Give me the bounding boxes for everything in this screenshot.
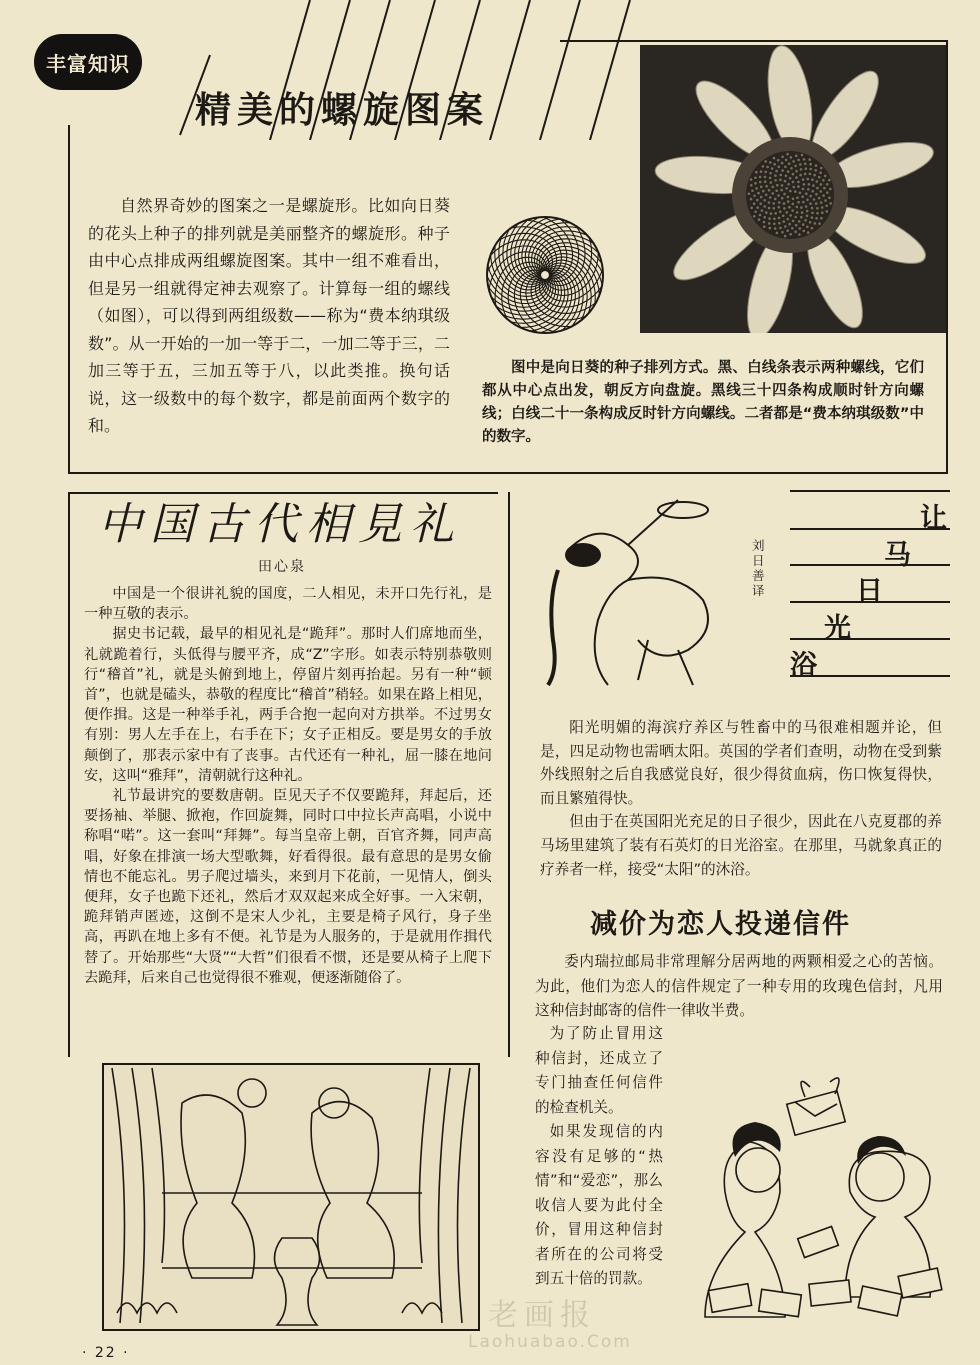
sunflower-seed <box>750 178 753 181</box>
sunflower-seed <box>784 180 787 183</box>
sunflower-seed <box>807 231 810 234</box>
sunflower-seed <box>760 196 763 199</box>
sunflower-seed <box>768 222 771 225</box>
sunflower-seed <box>774 212 777 215</box>
sunflower-seed <box>781 162 784 165</box>
sunflower-seed <box>803 183 806 186</box>
sunflower-seed <box>781 197 784 200</box>
etiquette-body <box>84 584 492 988</box>
sunflower-seed <box>815 193 818 196</box>
etiquette-title: 中国古代相見礼 <box>98 499 462 550</box>
sunflower-seed <box>759 176 762 179</box>
sunflower-seed <box>761 209 764 212</box>
sunflower-seed <box>820 167 823 170</box>
sunbath-body <box>540 716 942 881</box>
top-frame-bottom <box>68 472 948 474</box>
sunflower-seed <box>755 187 758 190</box>
sunflower-seed <box>802 188 805 191</box>
sunflower-seed <box>750 198 753 201</box>
sunflower-seed <box>824 175 827 178</box>
sunflower-seed <box>786 211 789 214</box>
sunflower-seed <box>800 168 803 171</box>
sunflower-seed <box>779 227 782 230</box>
sunflower-seed <box>781 169 784 172</box>
sunflower-seed <box>771 167 774 170</box>
sunflower-seed <box>760 170 763 173</box>
sunflower-seed <box>801 195 804 198</box>
top-frame-top <box>560 40 948 42</box>
sunflower-seed <box>786 153 789 156</box>
sunflower-seed <box>797 159 800 162</box>
sunflower-seed <box>799 192 802 195</box>
sunflower-seed <box>798 220 801 223</box>
sunflower-seed <box>773 223 776 226</box>
sunflower-seed <box>822 194 825 197</box>
sunflower-seed <box>769 196 772 199</box>
sunflower-seed <box>780 189 783 192</box>
spiral-diagram <box>485 215 605 335</box>
sunflower-seed <box>759 214 762 217</box>
sunflower-seed <box>811 216 814 219</box>
sunflower-seed <box>750 184 753 187</box>
sunflower-seed <box>764 180 767 183</box>
sunflower-seed <box>780 174 783 177</box>
sunflower-seed <box>774 174 777 177</box>
sunflower-seed <box>799 174 802 177</box>
sunflower-seed <box>825 205 828 208</box>
sunflower-seed <box>820 217 823 220</box>
sunflower-seed <box>803 230 806 233</box>
sunflower-seed <box>818 176 821 179</box>
sunflower-seed <box>820 201 823 204</box>
etiquette-paragraph: 据史书记载，最早的相见礼是“跪拜”。那时人们席地而坐，礼就跪着行，头低得与腰平齐，成“Z”字形。如表示特别恭敬则行“稽首”礼，就是头俯到地上，停留片刻再抬起。另有一种“顿首”，也就是磕头，恭敬的程度比“稽首”稍轻。如果在路上相见，便作揖。这是一种举手礼，两手合抱一起向对方拱举。不过男女有别：男人左手在上，右手在下；女子正相反。要是男女的手放颠倒了，那表示家中有了丧事。古代还有一种礼，屈一膝在地问安，这叫“雅拜”，清朝就行这种礼。 <box>84 626 492 784</box>
sunflower-seed <box>765 194 768 197</box>
sunflower-seed <box>782 215 785 218</box>
sunflower-seed <box>753 215 756 218</box>
sunflower-seed <box>821 211 824 214</box>
sunflower-seed <box>805 167 808 170</box>
sunflower-seed <box>791 209 794 212</box>
sunflower-seed <box>806 199 809 202</box>
sunflower-seed <box>794 190 797 193</box>
sunflower-seed <box>828 197 831 200</box>
sunflower-seed <box>813 174 816 177</box>
sunflower-seed <box>802 201 805 204</box>
sunflower-seed <box>766 166 769 169</box>
sunflower-seed <box>806 226 809 229</box>
sunflower-seed <box>769 161 772 164</box>
sunbath-paragraph: 但由于在英国阳光充足的日子很少，因此在八克夏郡的养马场里建筑了装有石英灯的日光浴室。在那里，马就象真正的疗养者一样，接受“太阳”的沐浴。 <box>540 813 942 878</box>
sunflower-seed <box>765 211 768 214</box>
sunbath-title-char: 让 <box>920 503 947 534</box>
sunflower-seed <box>795 155 798 158</box>
sunflower-seed <box>789 177 792 180</box>
sunflower-seed <box>768 201 771 204</box>
sunflower-seed <box>792 181 795 184</box>
sunflower-seed <box>791 227 794 230</box>
sunflower-seed <box>762 165 765 168</box>
sunflower-seed <box>801 211 804 214</box>
sunbath-title-char: 马 <box>884 540 911 571</box>
sunflower-seed <box>764 171 767 174</box>
sunflower-seed <box>794 216 797 219</box>
sunflower-seed <box>798 233 801 236</box>
sunbath-title-char: 日 <box>856 576 883 607</box>
sunflower-seed <box>759 181 762 184</box>
spiral-title: 精美的螺旋图案 <box>195 90 490 131</box>
sunbath-title-char: 浴 <box>790 650 817 681</box>
sunflower-seed <box>795 170 798 173</box>
sunflower-seed <box>786 229 789 232</box>
sunflower-seed <box>799 227 802 230</box>
sunflower-seed <box>785 159 788 162</box>
sunflower-seed <box>829 202 832 205</box>
sunflower-seed <box>787 196 790 199</box>
title-rule <box>790 638 950 640</box>
sunflower-seed <box>777 194 780 197</box>
bowing-couple-illustration <box>102 1063 480 1331</box>
sunflower-seed <box>758 218 761 221</box>
sunflower-seed <box>768 217 771 220</box>
sunflower-seed <box>803 158 806 161</box>
sunflower-seed <box>816 207 819 210</box>
sunflower-seed <box>800 216 803 219</box>
sunflower-seed <box>769 227 772 230</box>
sunflower-seed <box>773 157 776 160</box>
sunflower-seed <box>795 224 798 227</box>
sunflower-seed <box>804 163 807 166</box>
sunflower-seed <box>801 154 804 157</box>
sunflower-seed <box>754 177 757 180</box>
etiquette-paragraph: 礼节最讲究的要数唐朝。臣见天子不仅要跪拜，拜起后，还要扬袖、举腿、掀袍，作回旋舞，同时口中拉长声高唱，小说中称唱“喏”。这一套叫“拜舞”。每当皇帝上朝，百官齐舞，同声高唱，好象在排演一场大型歌舞，好看得很。最有意思的是男女偷情也不能忘礼。男子爬过墙头，来到月下花前，一见情人，倒头便拜，女子也跪下还礼，然后才双双起来成全好事。一入宋朝，跪拜销声匿迹，这倒不是宋人少礼，主要是椅子风行，身子坐高，再趴在地上多有不便。礼节是为人服务的，于是就用作揖代替了。开始那些“大贤”“大哲”们很看不惯，还是要从椅子上爬下去跪拜，后来自己也觉得很不雅观，便逐渐随俗了。 <box>84 788 492 986</box>
horse-illustration <box>528 490 728 690</box>
sunflower-seed <box>785 175 788 178</box>
sunflower-seed <box>804 219 807 222</box>
sunflower-seed <box>794 165 797 168</box>
sunflower-seed <box>805 192 808 195</box>
sunflower-seed <box>772 192 775 195</box>
sunflower-seed <box>792 173 795 176</box>
sunflower-seed <box>809 173 812 176</box>
sunflower-seed <box>812 184 815 187</box>
sunflower-seed <box>809 163 812 166</box>
sunflower-seed <box>760 186 763 189</box>
sunflower-seed <box>814 169 817 172</box>
letters-body <box>535 1022 663 1292</box>
sunflower-seed <box>820 183 823 186</box>
letters-paragraph: 如果发现信的内容没有足够的“热情”和“爱恋”，那么收信人要为此付全价，冒用这种信封者所在的公司将受到五十倍的罚款。 <box>535 1123 663 1287</box>
sunflower-seed <box>783 202 786 205</box>
sunflower-seed <box>757 192 760 195</box>
sunflower-seed <box>790 156 793 159</box>
sunflower-seed <box>819 171 822 174</box>
sunflower-seed <box>750 207 753 210</box>
sunflower-seed <box>807 178 810 181</box>
sunflower-seed <box>764 176 767 179</box>
sunflower-seed <box>804 173 807 176</box>
sunflower-seed <box>753 202 756 205</box>
sunflower-seed <box>802 223 805 226</box>
sunflower-seed <box>787 200 790 203</box>
sunbath-paragraph: 阳光明媚的海滨疗养区与牲畜中的马很难相题并论，但是，四足动物也需晒太阳。英国的学者们查明，动物在受到紫外线照射之后自我感觉良好，很少得贫血病，伤口恢复得快，而且繁殖得快。 <box>540 719 942 807</box>
sunflower-seed <box>778 217 781 220</box>
title-rule <box>790 490 950 492</box>
sunflower-seed <box>783 207 786 210</box>
etiquette-author: 田心泉 <box>258 559 306 575</box>
sunflower-seed <box>763 205 766 208</box>
sunflower-seed <box>756 206 759 209</box>
watermark-url: Laohuabao.Com <box>468 1332 632 1352</box>
sunflower-seed <box>814 222 817 225</box>
sunflower-seed <box>763 199 766 202</box>
sunflower-seed <box>785 187 788 190</box>
sunflower-seed <box>815 164 818 167</box>
sunflower-seed <box>808 183 811 186</box>
sunflower-seed <box>797 201 800 204</box>
sunflower-seed <box>762 190 765 193</box>
sunflower-seed <box>809 195 812 198</box>
sunflower-seed <box>773 207 776 210</box>
sunflower-seed <box>753 195 756 198</box>
sunflower-seed <box>783 193 786 196</box>
sunflower-seed <box>815 202 818 205</box>
sunflower-seed <box>776 184 779 187</box>
sunflower-seed <box>816 187 819 190</box>
sunflower-seed <box>789 214 792 217</box>
sunflower-seed <box>768 189 771 192</box>
sunflower-seed <box>763 221 766 224</box>
sunflower-seed <box>775 189 778 192</box>
sunflower-seed <box>770 212 773 215</box>
letters-paragraph: 为了防止冒用这种信封，还成立了专门抽查任何信件的检查机关。 <box>535 1025 663 1116</box>
sunflower-seed <box>816 180 819 183</box>
sunflower-seed <box>824 199 827 202</box>
sunflower-seed <box>787 183 790 186</box>
sunflower-seed <box>765 185 768 188</box>
sunflower-seed <box>784 166 787 169</box>
sunflower-seed <box>774 198 777 201</box>
sunflower-seed <box>816 212 819 215</box>
sunflower-seed <box>755 171 758 174</box>
sunflower-seed <box>821 206 824 209</box>
left-frame-left <box>68 492 70 1057</box>
translator-credit: 刘日善译 <box>752 538 765 598</box>
sunflower-seed <box>774 179 777 182</box>
sunflower-seed <box>795 176 798 179</box>
sunflower-seed <box>759 202 762 205</box>
sunflower-seed <box>788 206 791 209</box>
sunflower-seed <box>781 156 784 159</box>
sunflower-seed <box>792 203 795 206</box>
sunflower-seed <box>811 212 814 215</box>
sunflower-seed <box>774 227 777 230</box>
sunflower-seed <box>748 193 751 196</box>
sunflower-seed <box>763 216 766 219</box>
sunflower-seed <box>820 190 823 193</box>
sunflower-seed <box>778 222 781 225</box>
sunflower-seed <box>790 167 793 170</box>
sunflower-seed <box>788 223 791 226</box>
sunflower-seed <box>787 170 790 173</box>
sunflower-seed <box>754 211 757 214</box>
sunflower-seed <box>773 218 776 221</box>
sunflower-seed <box>807 188 810 191</box>
sunflower-seed <box>806 215 809 218</box>
title-rule <box>790 564 950 566</box>
sunflower-seed <box>788 162 791 165</box>
sunbath-title-char: 光 <box>824 613 851 644</box>
sunflower-seed <box>778 201 781 204</box>
sunflower-seed <box>809 202 812 205</box>
sunflower-seed <box>796 211 799 214</box>
sunflower-seed <box>778 206 781 209</box>
sunflower-photo <box>640 45 946 333</box>
spiral-body: 自然界奇妙的图案之一是螺旋形。比如向日葵的花头上种子的排列就是美丽整齐的螺旋形。种子由中心点排成两组螺旋图案。其中一组不难看出，但是另一组就得定神去观察了。计算每一组的螺线（如图），可以得到两组级数——称为“费本纳琪级数”。从一开始的一加一等于二，一加二等于三，二加三等于五，三加五等于八，以此类推。换句话说，这一级数中的每个数字，都是前面两个数字的和。 <box>88 196 450 435</box>
sunflower-seed <box>812 190 815 193</box>
column-divider <box>508 492 510 1057</box>
etiquette-paragraph: 中国是一个很讲礼貌的国度，二人相见，未开口先行礼，是一种互敬的表示。 <box>84 586 492 623</box>
sunflower-seed <box>792 160 795 163</box>
sunflower-seed <box>811 227 814 230</box>
sunflower-seed <box>800 206 803 209</box>
sunflower-caption: 图中是向日葵的种子排列方式。黑、白线条表示两种螺线，它们都从中心点出发，朝反方向盘旋。黑线三十四条构成顺时针方向螺线；白线二十一条构成反时针方向螺线。二者都是“费本纳琪级数”中的数字。 <box>482 360 924 445</box>
sunflower-seed <box>764 160 767 163</box>
sunflower-seed <box>808 158 811 161</box>
sunflower-seed <box>799 163 802 166</box>
top-frame-left <box>68 125 70 473</box>
sunflower-seed <box>823 187 826 190</box>
sunflower-seed <box>813 198 816 201</box>
sunflower-seed <box>789 190 792 193</box>
sunflower-seed <box>802 178 805 181</box>
sunflower-seed <box>811 207 814 210</box>
watermark: 老画报 <box>488 1298 596 1333</box>
sunflower-seed <box>773 163 776 166</box>
sunflower-seed <box>818 197 821 200</box>
sunflower-seed <box>779 210 782 213</box>
sunflower-seed <box>796 196 799 199</box>
sunflower-seed <box>789 233 792 236</box>
sunflower-seed <box>786 218 789 221</box>
sunflower-seed <box>781 231 784 234</box>
sunflower-seed <box>797 185 800 188</box>
sunflower-seed <box>829 188 832 191</box>
sunflower-seed <box>811 178 814 181</box>
sunflower-seed <box>781 184 784 187</box>
sunflower-seed <box>776 232 779 235</box>
sunflower-seed <box>751 190 754 193</box>
sunflower-seed <box>775 170 778 173</box>
sunflower-seed <box>796 206 799 209</box>
top-frame-right <box>946 40 948 473</box>
letters-lead: 委内瑞拉邮局非常理解分居两地的两颗相爱之心的苦恼。为此，他们为恋人的信件规定了一种专用的玫瑰色信封，凡用这种信封邮寄的信件一律收半费。 <box>535 953 943 1019</box>
sunflower-seed <box>818 222 821 225</box>
sunflower-seed <box>783 220 786 223</box>
letters-title: 减价为恋人投递信件 <box>590 909 851 940</box>
sunflower-seed <box>768 207 771 210</box>
sunflower-seed <box>772 186 775 189</box>
sunflower-seed <box>756 199 759 202</box>
sunflower-seed <box>806 210 809 213</box>
sunflower-seed <box>828 179 831 182</box>
sunflower-seed <box>822 179 825 182</box>
sunflower-seed <box>826 210 829 213</box>
section-badge: 丰富知识 <box>34 34 142 90</box>
sunflower-seed <box>772 202 775 205</box>
sunflower-seed <box>777 159 780 162</box>
sunflower-seed <box>809 168 812 171</box>
sunflower-seed <box>754 182 757 185</box>
sunflower-seed <box>797 181 800 184</box>
sunflower-seed <box>792 220 795 223</box>
sunflower-seed <box>792 198 795 201</box>
sunflower-seed <box>769 177 772 180</box>
sunflower-seed <box>784 225 787 228</box>
sunflower-seed <box>778 166 781 169</box>
sunflower-seed <box>779 179 782 182</box>
sunflower-seed <box>794 230 797 233</box>
sunflower-seed <box>826 183 829 186</box>
sunflower-seed <box>784 235 787 238</box>
sunflower-seed <box>826 191 829 194</box>
sunflower-seed <box>770 181 773 184</box>
sunflower-seed <box>763 225 766 228</box>
lovers-letters-illustration <box>690 1072 950 1322</box>
sunflower-seed <box>815 217 818 220</box>
page-number: · 22 · <box>82 1345 130 1361</box>
sunflower-seed <box>769 172 772 175</box>
sunflower-seed <box>809 221 812 224</box>
sunflower-seed <box>793 186 796 189</box>
sunflower-seed <box>805 205 808 208</box>
